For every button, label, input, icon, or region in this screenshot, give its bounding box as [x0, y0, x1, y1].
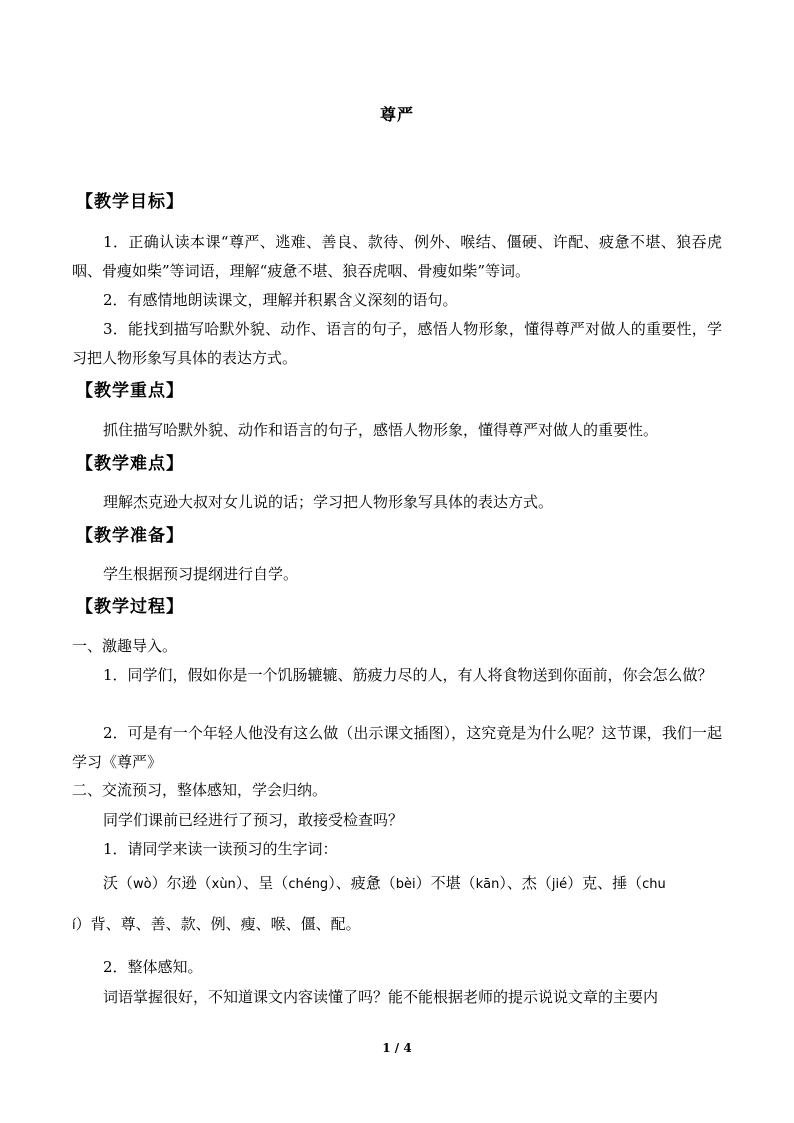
goal-item-2: 2．有感情地朗读课文，理解并积累含义深刻的语句。	[103, 291, 458, 309]
pinyin: xùn	[211, 877, 236, 892]
process-part1-title: 一、激趣导入。	[72, 637, 178, 655]
heading-key-points: 【教学重点】	[76, 381, 184, 401]
vocab-text: ）、杰（	[499, 874, 552, 892]
vocab-text: ）、呈（	[235, 874, 289, 892]
pinyin: kān	[475, 877, 500, 892]
vocab-text: ）不堪（	[415, 874, 476, 892]
process-part1-item-1: 1．同学们，假如你是一个饥肠辘辘、筋疲力尽的人，有人将食物送到你面前，你会怎么做？	[103, 666, 713, 684]
process-part2-intro: 同学们课前已经进行了预习，敢接受检查吗？	[103, 811, 404, 829]
vocab-text: ）、疲惫（	[328, 874, 396, 892]
vocab-text: ）尔逊（	[151, 874, 212, 892]
pinyin: bèi	[395, 877, 416, 892]
vocab-line-2	[72, 912, 361, 938]
vocab-line-1	[103, 871, 666, 897]
key-points-text: 抓住描写哈默外貌、动作和语言的句子，感悟人物形象，懂得尊严对做人的重要性。	[103, 421, 659, 439]
pinyin: chéng	[288, 877, 329, 892]
page-number: 1 / 4	[382, 1041, 412, 1055]
document-title: 尊严	[379, 105, 414, 124]
process-part1-item-2: 2．可是有一个年轻人他没有这么做（出示课文插图），这究竟是为什么呢？这节课，我们一起学习《尊严》	[72, 724, 722, 771]
difficulties-text: 理解杰克逊大叔对女儿说的话；学习把人物形象写具体的表达方式。	[103, 493, 554, 511]
pinyin: í	[72, 918, 76, 933]
pinyin: chu	[642, 877, 666, 892]
process-part2-title: 二、交流预习，整体感知，学会归纳。	[72, 781, 328, 799]
vocab-text: 沃（	[103, 874, 134, 892]
heading-teaching-process: 【教学过程】	[76, 597, 184, 617]
process-part2-item-2-text: 词语掌握很好，不知道课文内容读懂了吗？能不能根据老师的提示说说文章的主要内	[103, 988, 659, 1006]
heading-difficulties: 【教学难点】	[76, 454, 184, 474]
heading-teaching-goals: 【教学目标】	[76, 192, 184, 212]
heading-preparation: 【教学准备】	[76, 526, 184, 546]
pinyin: wò	[133, 877, 152, 892]
process-part2-item-1: 1．请同学来读一读预习的生字词：	[103, 840, 338, 858]
pinyin: jié	[551, 877, 568, 892]
preparation-text: 学生根据预习提纲进行自学。	[103, 565, 299, 583]
vocab-text: ）克、捶（	[567, 874, 643, 892]
process-part2-item-2: 2．整体感知。	[103, 958, 203, 976]
goal-item-3: 3．能找到描写哈默外貌、动作、语言的句子，感悟人物形象，懂得尊严对做人的重要性，学习把人物形象写具体的表达方式。	[72, 320, 722, 367]
vocab-text: ）背、尊、善、款、例、瘦、喉、僵、配。	[75, 915, 361, 933]
goal-item-1: 1．正确认读本课“尊严、逃难、善良、款待、例外、喉结、僵硬、许配、疲惫不堪、狼吞虎咽、骨瘦如柴”等词语，理解“疲惫不堪、狼吞虎咽、骨瘦如柴”等词。	[72, 233, 722, 280]
